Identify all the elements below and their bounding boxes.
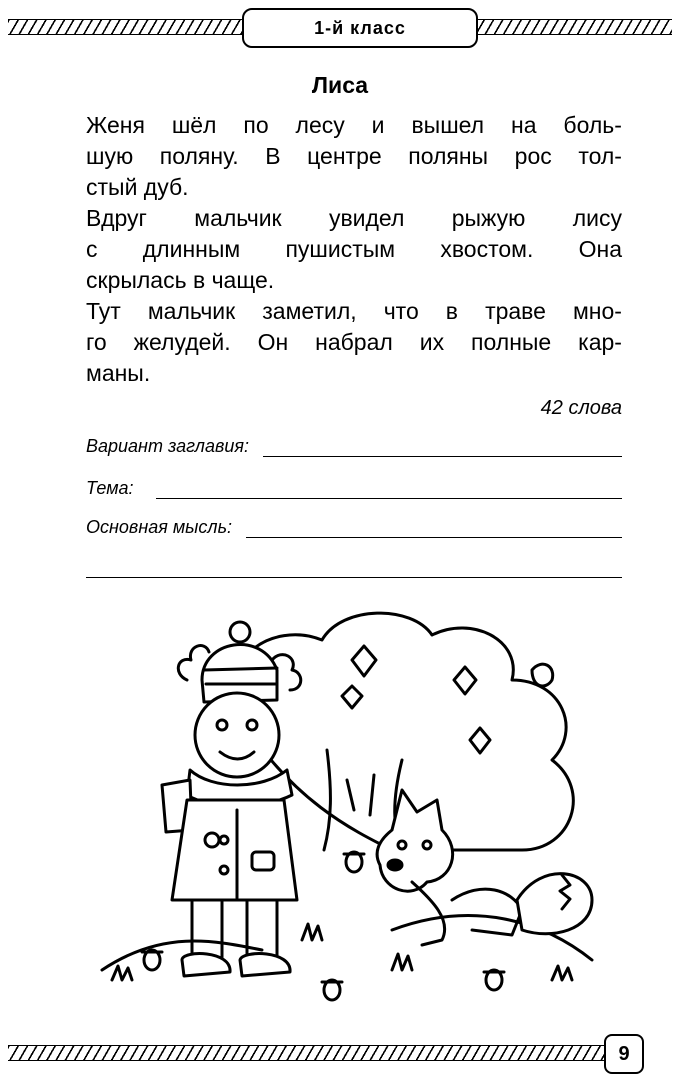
word: рос (514, 143, 552, 169)
header-rule-right (474, 19, 672, 35)
word: Он (257, 329, 289, 355)
word: мальчик (147, 298, 236, 324)
theme-line[interactable] (156, 480, 622, 499)
word: хвостом. (440, 236, 534, 262)
word: что (383, 298, 419, 324)
word: кар- (578, 329, 622, 355)
story-text (86, 110, 622, 389)
word: с (86, 236, 98, 262)
word: рыжую (451, 205, 526, 231)
page-number: 9 (604, 1034, 644, 1074)
word: в (445, 298, 459, 324)
word: поляну. (159, 143, 239, 169)
word-count: 42 слова (540, 397, 622, 419)
theme-field[interactable] (86, 478, 622, 499)
word: на (511, 112, 537, 138)
word: центре (307, 143, 382, 169)
word: Тут (86, 298, 121, 324)
word: заметил, (262, 298, 357, 324)
theme-label: Тема: (86, 478, 134, 498)
main-idea-field[interactable] (86, 517, 622, 538)
word: Вдруг (86, 205, 147, 231)
word: мальчик (194, 205, 282, 231)
word: лису (572, 205, 622, 231)
class-badge: 1-й класс (242, 8, 478, 48)
boy-and-fox-illustration-icon (92, 600, 608, 1020)
text-line: скрылась в чаще. (86, 267, 275, 293)
title-variant-field[interactable] (86, 436, 622, 457)
title-variant-label: Вариант заглавия: (86, 436, 249, 456)
word: набрал (315, 329, 393, 355)
text-line (86, 203, 622, 234)
main-idea-label: Основная мысль: (86, 517, 233, 537)
word: тол- (578, 143, 622, 169)
text-line (86, 234, 622, 265)
text-line (86, 110, 622, 141)
main-idea-continuation-line[interactable] (86, 577, 622, 578)
footer-rule (8, 1045, 608, 1061)
word: длинным (142, 236, 241, 262)
word: Она (578, 236, 622, 262)
word: мно- (572, 298, 622, 324)
word: поляны (408, 143, 489, 169)
word: их (419, 329, 445, 355)
main-idea-line[interactable] (246, 519, 622, 538)
text-line (86, 327, 622, 358)
text-line: маны. (86, 360, 151, 386)
story-title: Лиса (311, 72, 369, 98)
word: вышел (411, 112, 485, 138)
word: Женя (86, 112, 145, 138)
word: пушистым (285, 236, 396, 262)
word: по (243, 112, 269, 138)
word: полные (471, 329, 552, 355)
word: траве (485, 298, 546, 324)
word: шую (86, 143, 134, 169)
word: и (371, 112, 385, 138)
header-rule-left (8, 19, 242, 35)
word: В (265, 143, 281, 169)
word: увидел (328, 205, 405, 231)
word: лесу (295, 112, 345, 138)
text-line (86, 141, 622, 172)
title-variant-line[interactable] (263, 438, 622, 457)
text-line: стый дуб. (86, 174, 189, 200)
word: го (86, 329, 107, 355)
word: желудей. (133, 329, 231, 355)
text-line (86, 296, 622, 327)
word: боль- (563, 112, 622, 138)
word: шёл (171, 112, 217, 138)
